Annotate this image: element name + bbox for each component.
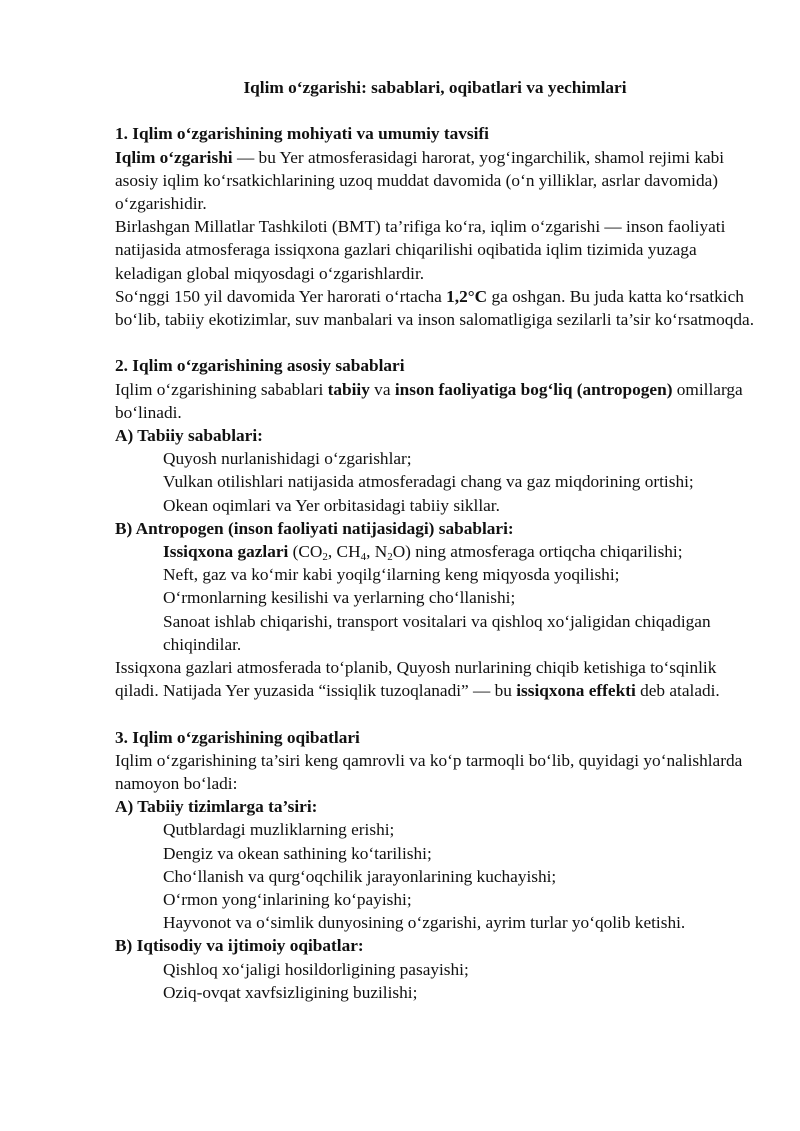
subscript: 2 [322,551,328,564]
spacer [115,702,755,725]
subscript: 2 [387,551,393,564]
section-2-heading: 2. Iqlim o‘zgarishining asosiy sabablari [115,356,405,376]
section-3-heading: 3. Iqlim o‘zgarishining oqibatlari [115,727,360,747]
list-item: Dengiz va okean sathining ko‘tarilishi; [163,843,432,863]
text-run: va [369,379,395,399]
text-run: ga oshgan. Bu juda katta ko‘rsatkich bo‘lib, tabiiy ekotizimlar, suv manbalari va inson salomatligiga sezilarli ta’sir ko‘rsatmoqda. [115,286,755,330]
list-item: Qutblardagi muzliklarning erishi; [163,820,395,840]
list-item: O‘rmonlarning kesilishi va yerlarning cho‘llanishi; [163,588,516,608]
text-run: — bu Yer atmosferasidagi harorat, yog‘ingarchilik, shamol rejimi kabi asosiy iqlim ko‘rsatkichlarining uzoq muddat davomida (o‘n yilliklar, asrlar davomida) o‘zgarishidir. [115,147,725,213]
section-3-intro: Iqlim o‘zgarishining ta’siri keng qamrovli va ko‘p tarmoqli bo‘lib, quyidagi yo‘nalishlarda namoyon bo‘ladi: [115,750,743,794]
section-1-paragraph-3 [115,285,755,331]
text-run: So‘nggi 150 yil davomida Yer harorati o‘rtacha [115,286,447,306]
bold-term: issiqxona effekti [516,681,636,701]
text-run: Iqlim o‘zgarishining sabablari [115,379,328,399]
section-2-subheading-b: B) Antropogen (inson faoliyati natijasidagi) sabablari: [115,518,514,538]
bold-term: inson faoliyatiga bog‘liq (antropogen) [394,379,673,399]
section-2-subheading-a: A) Tabiiy sabablari: [115,426,263,446]
spacer [115,99,755,122]
list-item: Oziq-ovqat xavfsizligining buzilishi; [163,982,418,1002]
list-item: O‘rmon yong‘inlarining ko‘payishi; [163,890,412,910]
subscript: 4 [360,551,367,564]
list-item: Neft, gaz va ko‘mir kabi yoqilg‘ilarning keng miqyosda yoqilishi; [163,565,620,585]
section-3-subheading-a: A) Tabiiy tizimlarga ta’siri: [115,797,318,817]
list-item: Vulkan otilishlari natijasida atmosferadagi chang va gaz miqdorining ortishi; [163,472,694,492]
spacer [115,331,755,354]
text-run: deb ataladi. [635,681,720,701]
bold-term: Issiqxona gazlari [163,542,289,562]
list-item: Okean oqimlari va Yer orbitasidagi tabiiy sikllar. [163,495,500,515]
bold-value: 1,2°C [446,286,488,306]
document-body [115,76,755,1004]
text-run: (CO [288,542,323,562]
list-item: Cho‘llanish va qurg‘oqchilik jarayonlarining kuchayishi; [163,866,557,886]
list-item: Quyosh nurlanishidagi o‘zgarishlar; [163,449,412,469]
section-3-subheading-b: B) Iqtisodiy va ijtimoiy oqibatlar: [115,936,364,956]
text-run: , N [366,542,388,562]
text-run: , CH [327,542,361,562]
text-run: Issiqxona gazlari atmosferada to‘planib, Quyosh nurlarining chiqib ketishiga to‘sqinlik qiladi. Natijada Yer yuzasida “issiqlik tuzoqlanadi” — bu [115,658,717,701]
text-run: O) ning atmosferaga ortiqcha chiqarilishi; [392,542,683,562]
list-item [163,540,755,563]
list-item: Hayvonot va o‘simlik dunyosining o‘zgarishi, ayrim turlar yo‘qolib ketishi. [163,913,686,933]
section-1-paragraph-1 [115,146,755,216]
list-item: Sanoat ishlab chiqarishi, transport vositalari va qishloq xo‘jaligidan chiqadigan chiqindilar. [163,611,711,654]
bold-term: Iqlim o‘zgarishi [115,147,233,167]
list-item: Qishloq xo‘jaligi hosildorligining pasayishi; [163,959,469,979]
text-run: omillarga bo‘linadi. [115,379,743,422]
section-1-heading: 1. Iqlim o‘zgarishining mohiyati va umumiy tavsifi [115,124,489,144]
section-2-intro [115,378,755,424]
bold-term: tabiiy [327,379,370,399]
section-2-outro [115,656,755,702]
section-1-paragraph-2: Birlashgan Millatlar Tashkiloti (BMT) ta’rifiga ko‘ra, iqlim o‘zgarishi — inson faoliyati natijasida atmosferaga issiqxona gazlari chiqarilishi oqibatida iqlim tizimida yuzaga keladigan global miqyosdagi o‘zgarishlardir. [115,217,726,283]
document-title: Iqlim o‘zgarishi: sabablari, oqibatlari va yechimlari [243,78,627,97]
